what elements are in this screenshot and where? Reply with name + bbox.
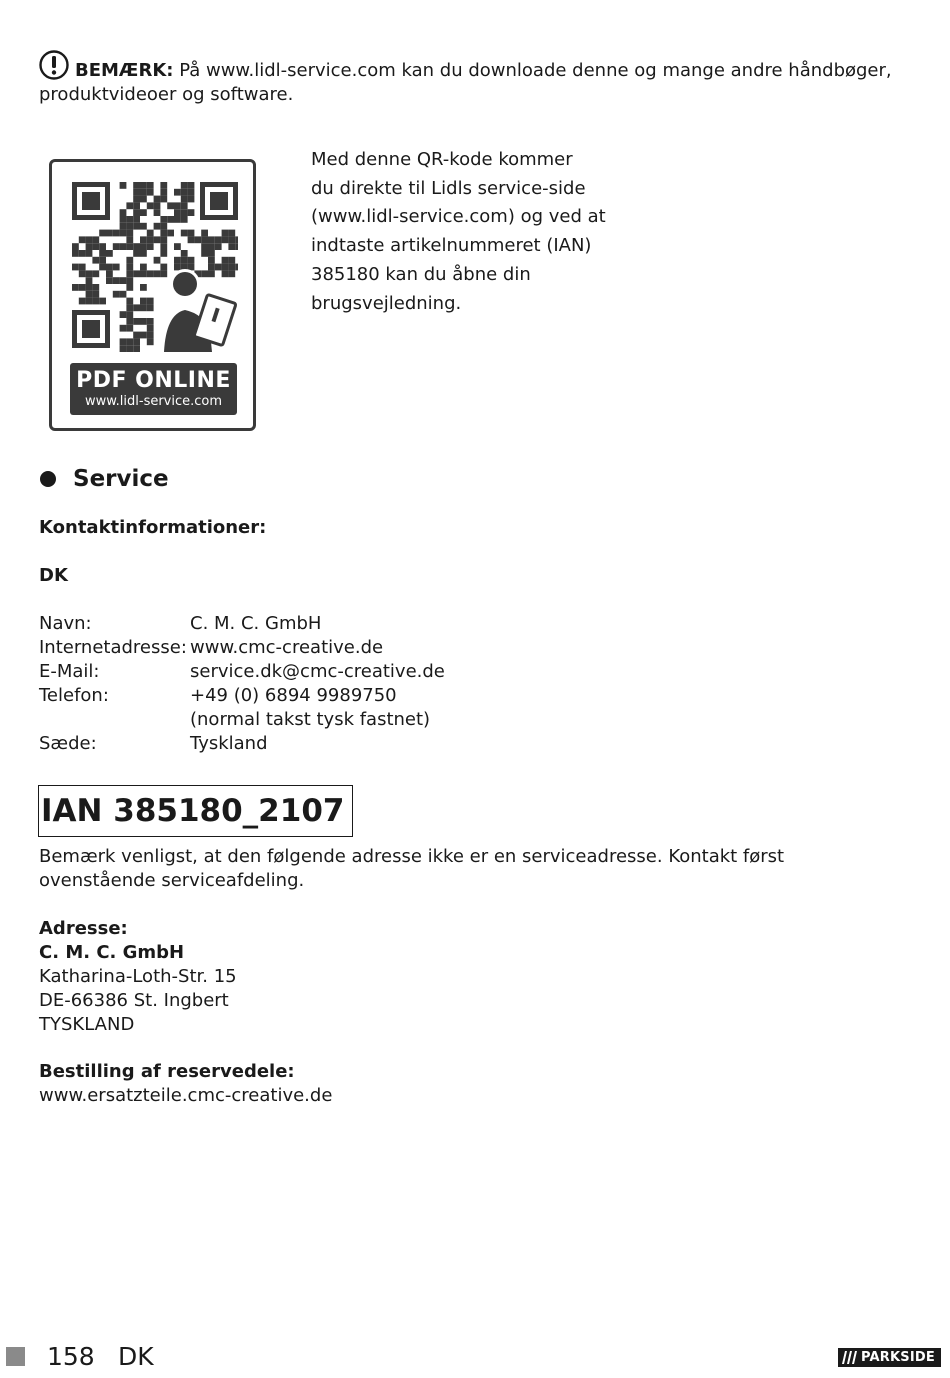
qr-module xyxy=(133,189,140,196)
qr-module xyxy=(120,230,127,237)
qr-module xyxy=(228,257,235,264)
qr-module xyxy=(99,298,106,305)
qr-module xyxy=(126,243,133,250)
qr-module xyxy=(120,311,127,318)
qr-module xyxy=(126,264,133,271)
qr-code-card xyxy=(49,159,256,431)
qr-module xyxy=(79,298,86,305)
qr-module xyxy=(86,277,93,284)
qr-module xyxy=(215,236,222,243)
bullet-icon xyxy=(40,471,56,487)
qr-module xyxy=(154,223,161,230)
qr-module xyxy=(215,243,222,250)
qr-module xyxy=(188,257,195,264)
contact-heading: Kontaktinformationer: xyxy=(39,517,267,538)
qr-module xyxy=(208,236,215,243)
qr-module xyxy=(228,230,235,237)
address-country: TYSKLAND xyxy=(39,1014,135,1035)
qr-module xyxy=(133,332,140,339)
logo-stripes-icon xyxy=(838,1348,860,1367)
qr-module xyxy=(147,236,154,243)
qr-module xyxy=(106,230,113,237)
qr-module xyxy=(215,264,222,271)
qr-module xyxy=(99,250,106,257)
qr-module xyxy=(126,216,133,223)
qr-module xyxy=(140,284,147,291)
qr-module xyxy=(188,230,195,237)
qr-module xyxy=(126,298,133,305)
contact-row xyxy=(39,732,445,756)
qr-module xyxy=(140,264,147,271)
address-city: DE-66386 St. Ingbert xyxy=(39,990,229,1011)
qr-module xyxy=(86,284,93,291)
qr-module xyxy=(154,202,161,209)
qr-module xyxy=(181,182,188,189)
service-heading: Service xyxy=(73,466,169,492)
qr-module xyxy=(72,243,79,250)
contact-label: Telefon: xyxy=(39,685,109,706)
qr-module xyxy=(106,277,113,284)
qr-module xyxy=(140,298,147,305)
qr-module xyxy=(133,216,140,223)
qr-description-line: 385180 kan du åbne din xyxy=(311,263,531,285)
qr-module xyxy=(120,325,127,332)
qr-module xyxy=(126,202,133,209)
qr-module xyxy=(92,257,99,264)
qr-module xyxy=(160,264,167,271)
qr-module xyxy=(120,291,127,298)
qr-module xyxy=(208,270,215,277)
qr-description-line: Med denne QR-kode kommer xyxy=(311,149,573,170)
qr-module xyxy=(147,189,154,196)
qr-module xyxy=(235,264,238,271)
qr-module xyxy=(120,223,127,230)
qr-module xyxy=(160,196,167,203)
qr-module xyxy=(133,250,140,257)
qr-module xyxy=(126,338,133,345)
qr-module xyxy=(147,298,154,305)
qr-module xyxy=(140,243,147,250)
qr-module xyxy=(174,264,181,271)
qr-module xyxy=(222,236,229,243)
qr-module xyxy=(147,304,154,311)
qr-module xyxy=(79,236,86,243)
qr-module xyxy=(140,189,147,196)
qr-module xyxy=(140,209,147,216)
qr-module xyxy=(86,291,93,298)
contact-label: Sæde: xyxy=(39,733,97,754)
contact-value: service.dk@cmc-creative.de xyxy=(190,661,445,682)
banner-url: www.lidl-service.com xyxy=(84,394,223,409)
qr-module xyxy=(208,250,215,257)
qr-module xyxy=(120,338,127,345)
qr-module xyxy=(113,243,120,250)
qr-module xyxy=(86,243,93,250)
qr-module xyxy=(208,243,215,250)
address-company: C. M. C. GmbH xyxy=(39,942,185,963)
qr-module xyxy=(133,318,140,325)
qr-module xyxy=(140,236,147,243)
qr-module xyxy=(92,284,99,291)
qr-module xyxy=(154,196,161,203)
qr-module xyxy=(174,216,181,223)
exclamation-icon xyxy=(39,50,69,80)
qr-module xyxy=(201,236,208,243)
qr-module xyxy=(160,216,167,223)
contact-value: C. M. C. GmbH xyxy=(190,613,322,634)
qr-module xyxy=(126,345,133,352)
qr-description-line: indtaste artikelnummeret (IAN) xyxy=(311,235,592,257)
country-code: DK xyxy=(39,565,68,586)
qr-module xyxy=(147,338,154,345)
pdf-online-banner xyxy=(70,363,237,415)
qr-module xyxy=(140,223,147,230)
qr-module xyxy=(133,182,140,189)
contact-label: Navn: xyxy=(39,613,92,634)
qr-module xyxy=(194,236,201,243)
qr-module xyxy=(106,270,113,277)
qr-module xyxy=(188,236,195,243)
qr-module xyxy=(120,277,127,284)
contact-value: (normal takst tysk fastnet) xyxy=(190,709,431,730)
qr-module xyxy=(99,257,106,264)
qr-module xyxy=(181,189,188,196)
qr-module xyxy=(228,236,235,243)
qr-module xyxy=(147,270,154,277)
qr-module xyxy=(99,243,106,250)
qr-module xyxy=(201,243,208,250)
note-text: På www.lidl-service.com kan du downloade denne og mange andre håndbøger, produktvideoer og software. xyxy=(39,60,892,105)
qr-module xyxy=(72,250,79,257)
qr-module xyxy=(99,264,106,271)
qr-module xyxy=(222,257,229,264)
qr-module xyxy=(222,264,229,271)
qr-module xyxy=(154,270,161,277)
qr-module xyxy=(126,230,133,237)
qr-module xyxy=(160,189,167,196)
qr-module xyxy=(235,243,238,250)
qr-module xyxy=(147,230,154,237)
contact-label: E-Mail: xyxy=(39,661,100,682)
qr-description-line: (www.lidl-service.com) og ved at xyxy=(311,206,606,228)
qr-module xyxy=(228,264,235,271)
qr-module xyxy=(126,277,133,284)
qr-module xyxy=(133,243,140,250)
qr-code-icon xyxy=(70,180,238,352)
qr-module xyxy=(79,250,86,257)
contact-table xyxy=(39,612,445,756)
qr-module xyxy=(126,318,133,325)
qr-module xyxy=(126,257,133,264)
qr-module xyxy=(188,209,195,216)
qr-module xyxy=(160,250,167,257)
contact-label: Internetadresse: xyxy=(39,637,187,658)
contact-row xyxy=(39,660,445,684)
qr-module xyxy=(140,304,147,311)
qr-module xyxy=(72,284,79,291)
qr-module xyxy=(79,270,86,277)
qr-module xyxy=(181,250,188,257)
qr-module xyxy=(235,236,238,243)
qr-module xyxy=(181,196,188,203)
qr-module xyxy=(133,338,140,345)
qr-module xyxy=(120,345,127,352)
qr-module xyxy=(133,196,140,203)
qr-module xyxy=(79,264,86,271)
qr-module xyxy=(120,182,127,189)
qr-module xyxy=(147,332,154,339)
qr-module xyxy=(133,223,140,230)
qr-module xyxy=(160,243,167,250)
notice-paragraph: Bemærk venligst, at den følgende adresse ikke er en serviceadresse. Kontakt først ovenstående serviceafdeling. xyxy=(39,846,785,891)
qr-module xyxy=(120,209,127,216)
qr-module xyxy=(228,243,235,250)
qr-module xyxy=(154,257,161,264)
qr-module xyxy=(147,243,154,250)
qr-module xyxy=(140,196,147,203)
qr-module xyxy=(113,230,120,237)
qr-module xyxy=(174,189,181,196)
qr-module xyxy=(133,270,140,277)
qr-module xyxy=(174,202,181,209)
qr-module xyxy=(167,216,174,223)
note-paragraph xyxy=(39,50,899,107)
qr-module xyxy=(181,230,188,237)
qr-description xyxy=(311,146,611,318)
qr-module xyxy=(181,257,188,264)
qr-module xyxy=(140,250,147,257)
qr-module xyxy=(106,250,113,257)
address-block xyxy=(39,917,237,1037)
qr-module xyxy=(126,223,133,230)
qr-module xyxy=(72,264,79,271)
qr-module xyxy=(222,270,229,277)
contact-label xyxy=(39,708,190,732)
qr-module xyxy=(92,270,99,277)
qr-module xyxy=(147,325,154,332)
qr-module xyxy=(167,230,174,237)
qr-module xyxy=(133,202,140,209)
qr-module xyxy=(174,243,181,250)
qr-module xyxy=(92,298,99,305)
qr-module xyxy=(147,202,154,209)
qr-module xyxy=(140,318,147,325)
qr-module xyxy=(120,243,127,250)
qr-module xyxy=(208,264,215,271)
contact-row xyxy=(39,684,445,708)
qr-module xyxy=(208,257,215,264)
qr-module xyxy=(188,189,195,196)
contact-value: Tyskland xyxy=(190,733,268,754)
contact-row xyxy=(39,708,445,732)
qr-module xyxy=(140,332,147,339)
qr-module xyxy=(160,223,167,230)
ian-number: IAN 385180_2107 xyxy=(38,785,353,837)
qr-module xyxy=(160,236,167,243)
qr-description-line: brugsvejledning. xyxy=(311,292,462,314)
spare-parts-url: www.ersatzteile.cmc-creative.de xyxy=(39,1085,333,1106)
qr-module xyxy=(167,202,174,209)
address-label: Adresse: xyxy=(39,918,128,939)
qr-module xyxy=(181,209,188,216)
qr-module xyxy=(188,182,195,189)
qr-module xyxy=(113,264,120,271)
footer-marker xyxy=(6,1347,25,1366)
qr-module xyxy=(126,325,133,332)
qr-module xyxy=(133,304,140,311)
qr-module xyxy=(147,182,154,189)
qr-module xyxy=(86,270,93,277)
contact-row xyxy=(39,612,445,636)
qr-module xyxy=(160,230,167,237)
spare-parts-label: Bestilling af reservedele: xyxy=(39,1061,295,1082)
contact-row xyxy=(39,636,445,660)
contact-value: +49 (0) 6894 9989750 xyxy=(190,685,397,706)
qr-module xyxy=(160,182,167,189)
qr-module xyxy=(160,270,167,277)
parkside-logo xyxy=(838,1348,941,1367)
qr-module xyxy=(113,277,120,284)
qr-module xyxy=(181,216,188,223)
spare-parts-block xyxy=(39,1060,332,1108)
qr-module xyxy=(140,270,147,277)
qr-module xyxy=(188,196,195,203)
qr-module xyxy=(92,236,99,243)
page-number: 158 xyxy=(47,1342,95,1371)
qr-module xyxy=(201,250,208,257)
qr-module xyxy=(154,209,161,216)
contact-value: www.cmc-creative.de xyxy=(190,637,384,658)
qr-module xyxy=(126,270,133,277)
qr-module xyxy=(133,345,140,352)
qr-module xyxy=(92,243,99,250)
qr-module xyxy=(113,291,120,298)
qr-module xyxy=(92,291,99,298)
qr-module xyxy=(222,230,229,237)
qr-module xyxy=(120,216,127,223)
qr-module xyxy=(181,202,188,209)
qr-module xyxy=(201,230,208,237)
qr-module xyxy=(228,270,235,277)
qr-module xyxy=(86,236,93,243)
qr-module xyxy=(174,209,181,216)
qr-module xyxy=(99,230,106,237)
qr-module xyxy=(106,264,113,271)
qr-module xyxy=(86,250,93,257)
qr-module xyxy=(188,264,195,271)
footer-language: DK xyxy=(118,1342,154,1371)
qr-module xyxy=(126,236,133,243)
qr-module xyxy=(201,270,208,277)
qr-module xyxy=(126,311,133,318)
note-label: BEMÆRK: xyxy=(75,60,174,81)
qr-description-line: du direkte til Lidls service-side xyxy=(311,177,586,199)
qr-module xyxy=(79,284,86,291)
qr-module xyxy=(133,209,140,216)
qr-module xyxy=(174,257,181,264)
address-street: Katharina-Loth-Str. 15 xyxy=(39,966,237,987)
qr-module xyxy=(86,298,93,305)
qr-module xyxy=(126,284,133,291)
qr-module xyxy=(140,182,147,189)
qr-module xyxy=(126,304,133,311)
qr-module xyxy=(154,236,161,243)
brand-name: PARKSIDE xyxy=(861,1350,935,1365)
qr-module xyxy=(147,318,154,325)
banner-title: PDF ONLINE xyxy=(76,368,231,393)
